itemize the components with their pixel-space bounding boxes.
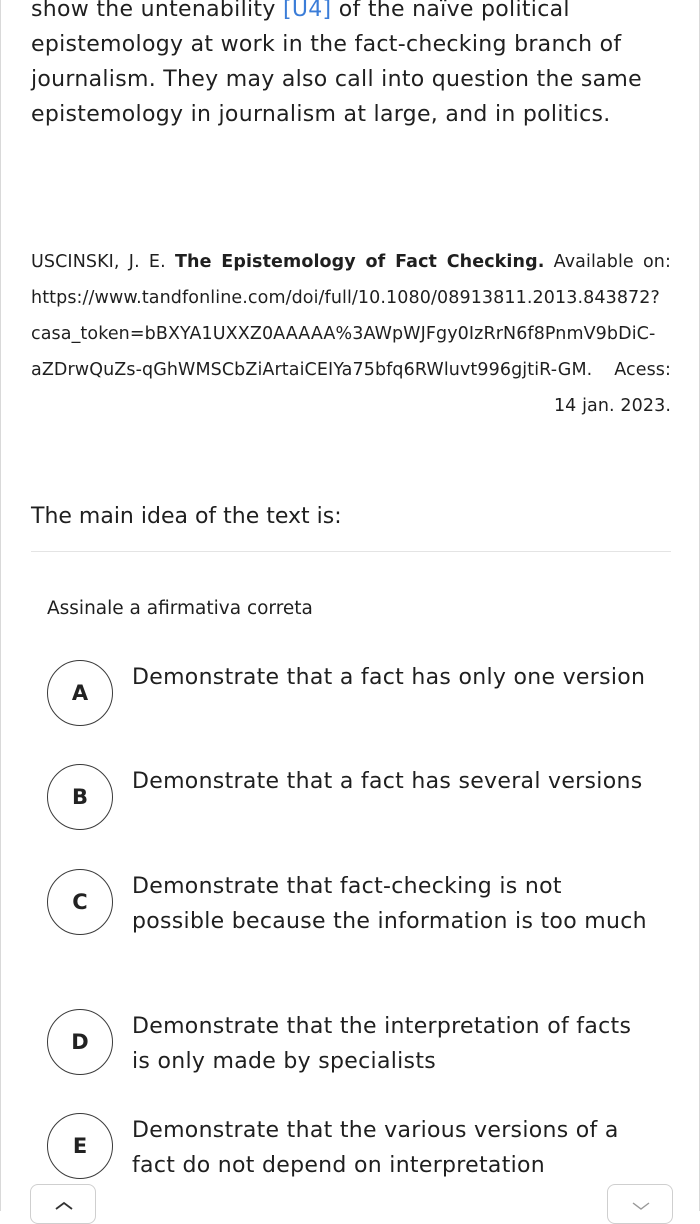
instruction-text: Assinale a afirmativa correta — [47, 598, 313, 619]
chevron-right-icon — [632, 1201, 650, 1211]
option-letter: E — [47, 1113, 113, 1179]
reference-title: The Epistemology of Fact Checking. — [174, 252, 545, 272]
option-text: Demonstrate that fact-checking is not possible because the information is too much — [132, 874, 647, 934]
bibliographic-reference — [31, 244, 671, 424]
option-text: Demonstrate that a fact has only one version — [132, 665, 646, 690]
reference-authors: USCINSKI, J. E. — [31, 252, 175, 272]
option-text: Demonstrate that the various versions of a fact do not depend on interpretation — [132, 1118, 619, 1178]
passage-start: show the untenability — [31, 0, 283, 22]
divider — [31, 551, 671, 552]
reference-annotation[interactable]: [U4] — [282, 0, 332, 22]
question-prompt: The main idea of the text is: — [31, 504, 342, 529]
passage-end: of the naïve political epistemology at work in the fact-checking branch of journalism. They may also call into question the same epistemology in journalism at large, and in politics. — [31, 0, 642, 127]
chevron-left-icon — [55, 1201, 73, 1211]
option-letter: B — [47, 764, 113, 830]
next-button[interactable] — [607, 1184, 673, 1224]
option-letter: C — [47, 869, 113, 935]
passage-text — [31, 0, 676, 132]
option-text: Demonstrate that the interpretation of facts is only made by specialists — [132, 1014, 632, 1074]
option-letter: A — [47, 660, 113, 726]
option-letter: D — [47, 1009, 113, 1075]
option-text: Demonstrate that a fact has several versions — [132, 769, 643, 794]
previous-button[interactable] — [30, 1184, 96, 1224]
reference-details: Available on: https://www.tandfonline.com/doi/full/10.1080/08913811.2013.843872? casa_token=bBXYA1UXXZ0AAAAA%3AWpWJFgy0IzRrN6f8PnmV9bDiC-aZDrwQuZs-qGhWMSCbZiArtaiCEIYa75bfq6RWluvt996gjtiR-GM. Acess: 14 jan. 2023. — [31, 252, 671, 416]
